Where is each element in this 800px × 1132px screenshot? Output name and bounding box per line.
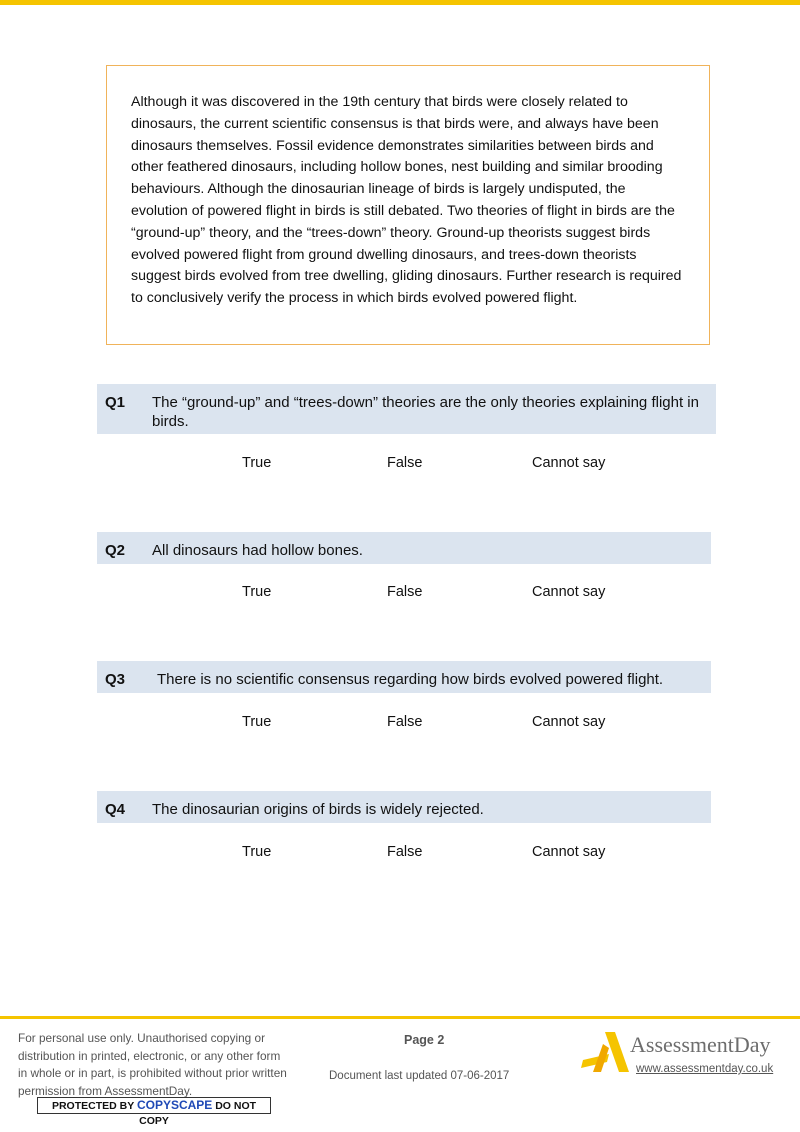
- assessmentday-logo-icon: [579, 1030, 631, 1074]
- q3-option-cannot-say[interactable]: Cannot say: [532, 714, 606, 730]
- question-3-options: [0, 714, 800, 734]
- question-3-header: [97, 661, 711, 693]
- question-4-number: Q4: [105, 801, 126, 818]
- q2-option-true[interactable]: True: [242, 584, 272, 600]
- q1-option-cannot-say[interactable]: Cannot say: [532, 455, 606, 471]
- copyscape-brand: COPYSCAPE: [136, 1098, 213, 1112]
- copyscape-pre: PROTECTED BY: [51, 1100, 135, 1112]
- q2-option-cannot-say[interactable]: Cannot say: [532, 584, 606, 600]
- question-1-options: [0, 455, 800, 475]
- question-4-options: [0, 844, 800, 864]
- copyscape-post: DO NOT COPY: [139, 1100, 257, 1127]
- question-4-text: The dinosaurian origins of birds is widely rejected.: [152, 801, 484, 818]
- q4-option-cannot-say[interactable]: Cannot say: [532, 844, 606, 860]
- q1-option-false[interactable]: False: [387, 455, 423, 471]
- q3-option-true[interactable]: True: [242, 714, 272, 730]
- question-2-number: Q2: [105, 542, 126, 559]
- q4-option-false[interactable]: False: [387, 844, 423, 860]
- footer-divider: [0, 1016, 800, 1019]
- passage-box: [106, 65, 710, 345]
- logo-wordmark: AssessmentDay: [630, 1032, 771, 1057]
- question-2-header: [97, 532, 711, 564]
- question-1-text: The “ground-up” and “trees-down” theories are the only theories explaining flight in birds.: [152, 394, 699, 430]
- q1-option-true[interactable]: True: [242, 455, 272, 471]
- question-4-header: [97, 791, 711, 823]
- question-3-number: Q3: [105, 671, 126, 688]
- copyscape-badge[interactable]: [37, 1097, 271, 1127]
- question-1-header: [97, 384, 716, 434]
- last-updated: Document last updated 07-06-2017: [329, 1070, 510, 1082]
- q4-option-true[interactable]: True: [242, 844, 272, 860]
- question-3-text: There is no scientific consensus regarding how birds evolved powered flight.: [157, 671, 664, 688]
- q3-option-false[interactable]: False: [387, 714, 423, 730]
- website-link[interactable]: www.assessmentday.co.uk: [636, 1063, 774, 1075]
- question-1-number: Q1: [105, 394, 126, 411]
- top-accent-bar: [0, 0, 800, 5]
- passage-text: Although it was discovered in the 19th century that birds were closely related to dinosaurs, the current scientific consensus is that birds were, and always have been dinosaurs themselves. Fossil evidence demonstrates similarities between birds and other feathered dinosaurs, including hollow bones, nest building and similar brooding behaviours. Although the dinosaurian lineage of birds is largely undisputed, the evolution of powered flight in birds is still debated. Two theories of flight in birds are the “ground-up” theory, and the “trees-down” theory. Ground-up theorists suggest birds evolved powered flight from ground dwelling dinosaurs, and trees-down theorists suggest birds evolved from tree dwelling, gliding dinosaurs. Further research is required to conclusively verify the process in which birds evolved powered flight.: [131, 94, 682, 307]
- copyright-notice: For personal use only. Unauthorised copying or distribution in printed, electronic, or any other form in whole or in part, is prohibited without prior written permission from AssessmentDay.: [18, 1031, 287, 1098]
- question-2-options: [0, 584, 800, 604]
- q2-option-false[interactable]: False: [387, 584, 423, 600]
- page-number: Page 2: [404, 1033, 445, 1047]
- question-2-text: All dinosaurs had hollow bones.: [152, 542, 363, 559]
